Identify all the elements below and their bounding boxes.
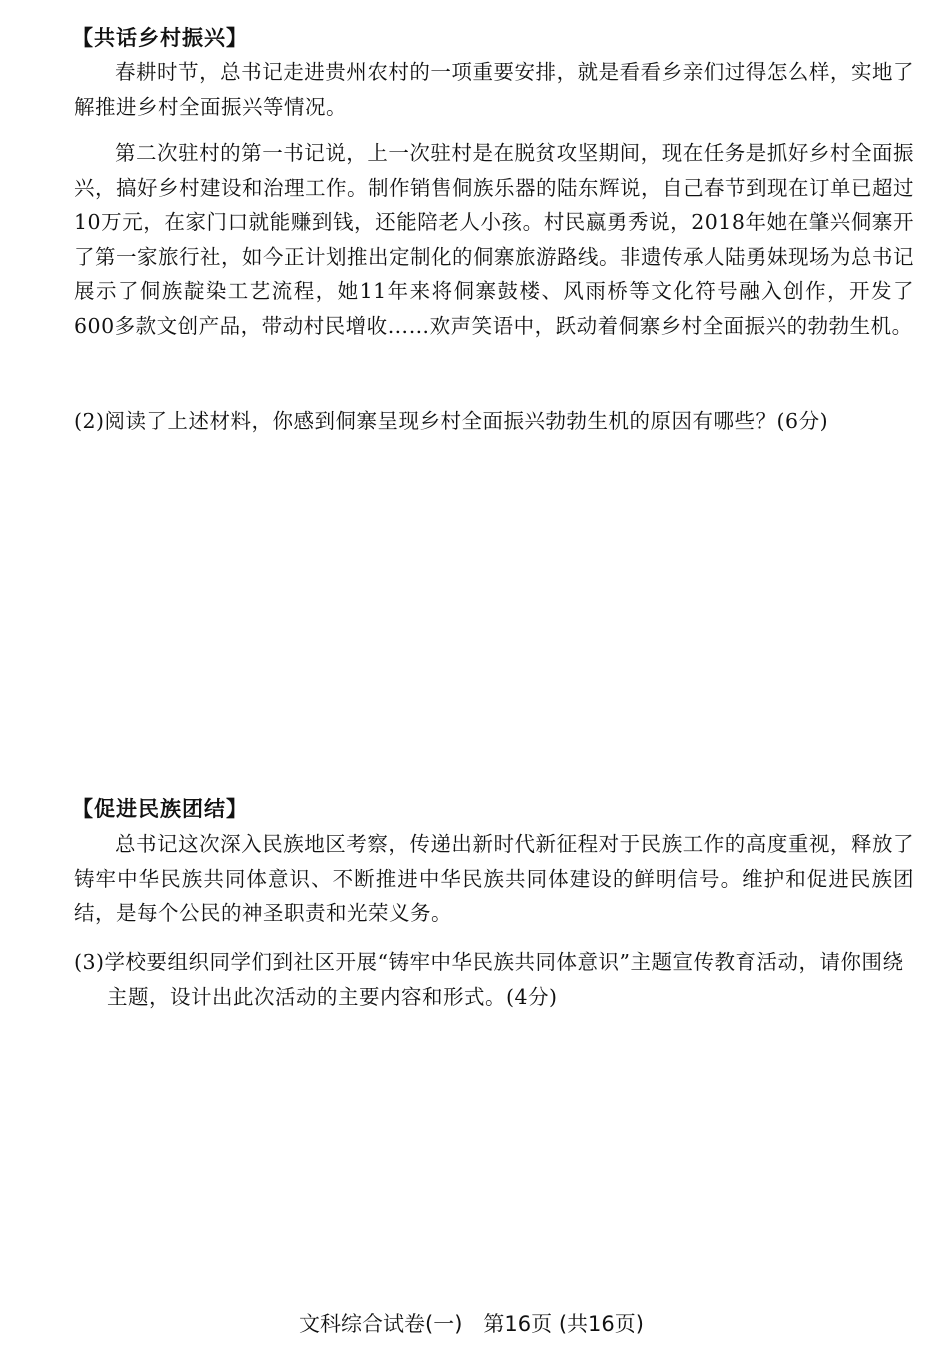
paragraph-village-stories: 第二次驻村的第一书记说，上一次驻村是在脱贫攻坚期间，现在任务是抓好乡村全面振兴，搞好乡村建设和治理工作。制作销售侗族乐器的陆东辉说，自己春节到现在订单已超过10万元，在家门口就能赚到钱，还能陪老人小孩。村民嬴勇秀说，2018年她在肇兴侗寨开了第一家旅行社，如今正计划推出定制化的侗寨旅游路线。非遗传承人陆勇妹现场为总书记展示了侗族靛染工艺流程，她11年来将侗寨鼓楼、风雨桥等文化符号融入创作，开发了600多款文创产品，带动村民增收……欢声笑语中，跃动着侗寨乡村全面振兴的勃勃生机。: [74, 141, 914, 338]
paragraph-spring-plowing: 春耕时节，总书记走进贵州农村的一项重要安排，就是看看乡亲们过得怎么样，实地了解推进乡村全面振兴等情况。: [74, 60, 914, 119]
section-title-rural-revitalization: 【共话乡村振兴】: [72, 26, 248, 50]
section-title-ethnic-unity: 【促进民族团结】: [72, 797, 248, 821]
answer-area-question-3[interactable]: [74, 1030, 914, 1290]
page-footer: 文科综合试卷(一) 第16页 (共16页): [299, 1312, 644, 1336]
answer-area-question-2[interactable]: [74, 445, 914, 785]
paragraph-ethnic-unity: 总书记这次深入民族地区考察，传递出新时代新征程对于民族工作的高度重视，释放了铸牢中华民族共同体意识、不断推进中华民族共同体建设的鲜明信号。维护和促进民族团结，是每个公民的神圣职责和光荣义务。: [74, 832, 914, 925]
question-2: (2)阅读了上述材料，你感到侗寨呈现乡村全面振兴勃勃生机的原因有哪些？(6分): [74, 409, 829, 433]
question-3: (3)学校要组织同学们到社区开展“铸牢中华民族共同体意识”主题宣传教育活动，请你围绕主题，设计出此次活动的主要内容和形式。(4分): [74, 950, 904, 1009]
